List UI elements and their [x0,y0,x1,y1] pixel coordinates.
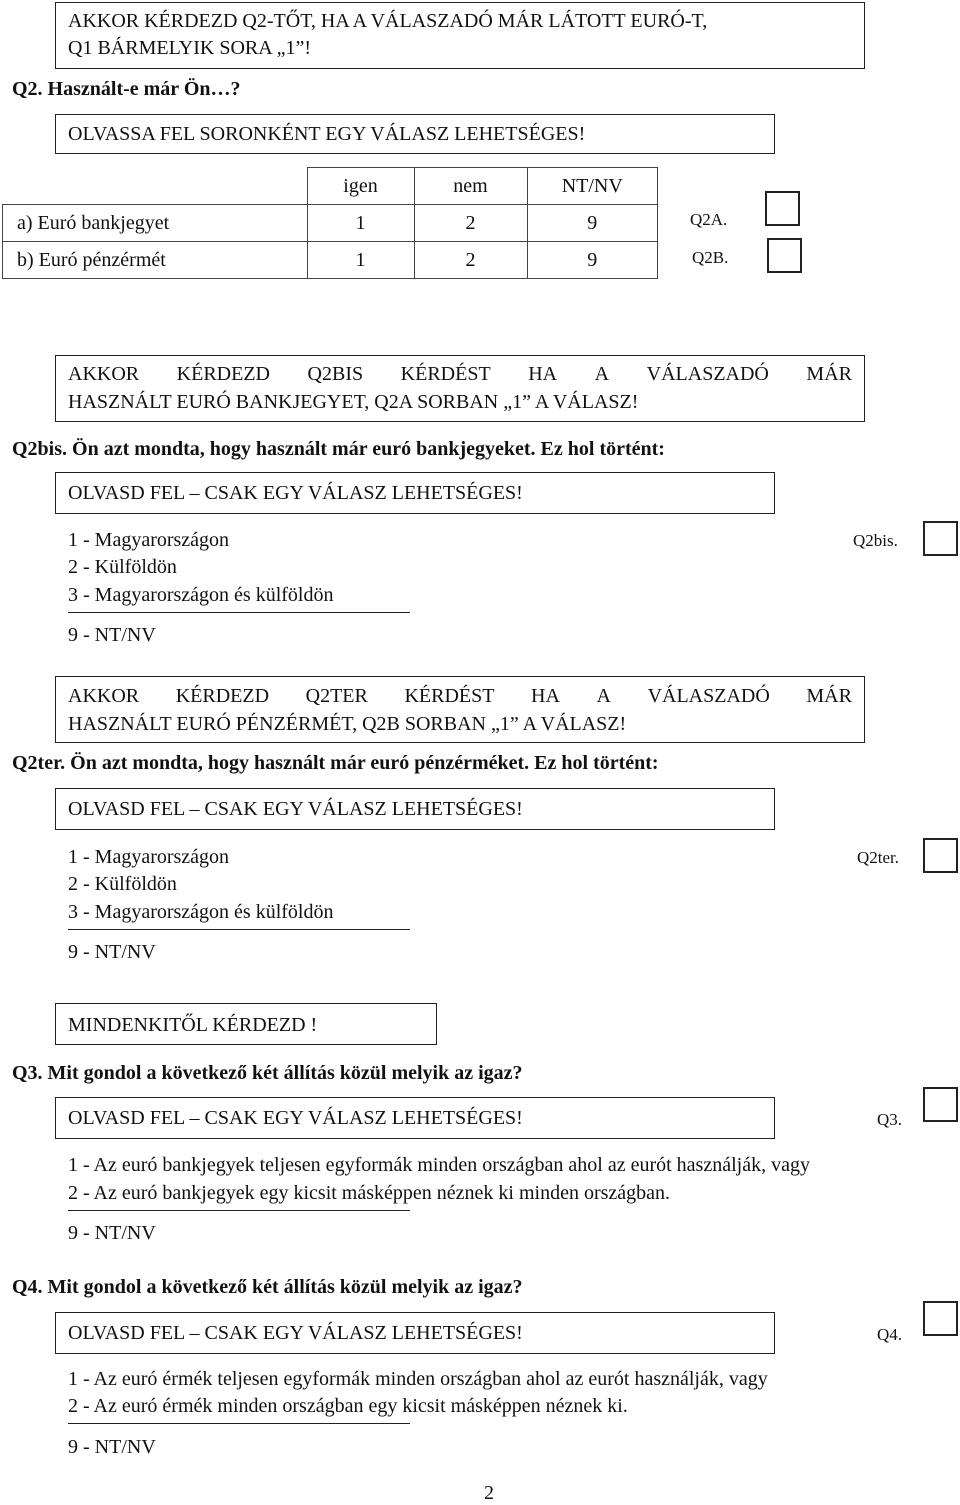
answer-option[interactable]: 1 - Magyarországon [68,529,230,551]
page-number: 2 [484,1482,494,1504]
instruction-box-q2bis [55,355,865,422]
row-label: a) Euró bankjegyet [3,205,308,242]
answer-option[interactable]: 1 - Az euró bankjegyek teljesen egyformák minden országban ahol az eurót használják, vagy [68,1154,810,1176]
answer-checkbox-q4[interactable] [923,1301,958,1336]
code-label-q3: Q3. [877,1110,903,1129]
q2-answer-grid [2,167,658,279]
read-instruction: OLVASD FEL – CSAK EGY VÁLASZ LEHETSÉGES! [68,1107,523,1129]
instruction-line: AKKOR KÉRDEZD Q2-TŐT, HA A VÁLASZADÓ MÁR LÁTOTT EURÓ-T, [68,10,708,32]
instruction-line: AKKOR KÉRDEZD Q2BIS KÉRDÉST HA A VÁLASZADÓ MÁR [68,363,852,385]
read-instruction-box-q4 [55,1312,775,1354]
answer-code[interactable]: 9 [527,242,658,279]
answer-code[interactable]: 9 [527,205,658,242]
row-label: b) Euró pénzérmét [3,242,308,279]
code-label-q2bis: Q2bis. [853,531,898,550]
answer-code[interactable]: 1 [307,205,414,242]
read-instruction-box-q2 [55,114,775,154]
answer-code[interactable]: 2 [414,242,527,279]
instruction-box-q2ter [55,676,865,743]
divider [68,929,410,930]
answer-option-dk[interactable]: 9 - NT/NV [68,941,156,963]
answer-option[interactable]: 2 - Külföldön [68,873,177,895]
answer-option-dk[interactable]: 9 - NT/NV [68,624,156,646]
answer-option[interactable]: 3 - Magyarországon és külföldön [68,901,334,923]
column-header: NT/NV [527,168,658,205]
answer-option[interactable]: 1 - Az euró érmék teljesen egyformák minden országban ahol az eurót használják, vagy [68,1368,768,1390]
answer-option[interactable]: 2 - Az euró bankjegyek egy kicsit másképpen néznek ki minden országban. [68,1182,671,1204]
code-label-q2ter: Q2ter. [857,848,900,867]
divider [68,1210,410,1211]
read-instruction: OLVASD FEL – CSAK EGY VÁLASZ LEHETSÉGES! [68,482,523,504]
answer-code[interactable]: 1 [307,242,414,279]
answer-code[interactable]: 2 [414,205,527,242]
question-title-q2bis: Q2bis. Ön azt mondta, hogy használt már euró bankjegyeket. Ez hol történt: [12,438,665,460]
answer-checkbox-q2bis[interactable] [923,521,958,556]
code-label-q2a: Q2A. [690,210,728,229]
answer-option[interactable]: 2 - Az euró érmék minden országban egy kicsit másképpen néznek ki. [68,1395,628,1417]
code-label-q2b: Q2B. [692,248,729,267]
column-header: nem [414,168,527,205]
read-instruction: OLVASSA FEL SORONKÉNT EGY VÁLASZ LEHETSÉGES! [68,123,586,145]
answer-option[interactable]: 2 - Külföldön [68,556,177,578]
answer-option-dk[interactable]: 9 - NT/NV [68,1436,156,1458]
instruction-line: Q1 BÁRMELYIK SORA „1”! [68,37,311,59]
question-title-q2: Q2. Használt-e már Ön…? [12,78,241,100]
divider [68,1423,410,1424]
answer-checkbox-q2ter[interactable] [923,838,958,873]
read-instruction-box-q2ter [55,788,775,830]
answer-option[interactable]: 3 - Magyarországon és külföldön [68,584,334,606]
read-instruction-box-q2bis [55,472,775,514]
instruction-line: HASZNÁLT EURÓ BANKJEGYET, Q2A SORBAN „1” A VÁLASZ! [68,391,639,413]
instruction-box-q2 [55,2,865,69]
table-row [3,242,658,279]
question-title-q3: Q3. Mit gondol a következő két állítás közül melyik az igaz? [12,1062,523,1084]
divider [68,612,410,613]
question-title-q4: Q4. Mit gondol a következő két állítás közül melyik az igaz? [12,1276,523,1298]
answer-checkbox-q2a[interactable] [765,191,800,226]
instruction-line: HASZNÁLT EURÓ PÉNZÉRMÉT, Q2B SORBAN „1” A VÁLASZ! [68,713,627,735]
read-instruction-box-q3 [55,1097,775,1139]
table-row [3,205,658,242]
instruction-line: AKKOR KÉRDEZD Q2TER KÉRDÉST HA A VÁLASZADÓ MÁR [68,685,852,707]
instruction-line: MINDENKITŐL KÉRDEZD ! [68,1014,318,1036]
answer-option[interactable]: 1 - Magyarországon [68,846,230,868]
answer-checkbox-q3[interactable] [923,1087,958,1122]
code-label-q4: Q4. [877,1325,903,1344]
read-instruction: OLVASD FEL – CSAK EGY VÁLASZ LEHETSÉGES! [68,1322,523,1344]
answer-option-dk[interactable]: 9 - NT/NV [68,1222,156,1244]
column-header: igen [307,168,414,205]
instruction-box-all [55,1003,437,1045]
answer-checkbox-q2b[interactable] [767,238,802,273]
read-instruction: OLVASD FEL – CSAK EGY VÁLASZ LEHETSÉGES! [68,798,523,820]
question-title-q2ter: Q2ter. Ön azt mondta, hogy használt már euró pénzérméket. Ez hol történt: [12,752,659,774]
